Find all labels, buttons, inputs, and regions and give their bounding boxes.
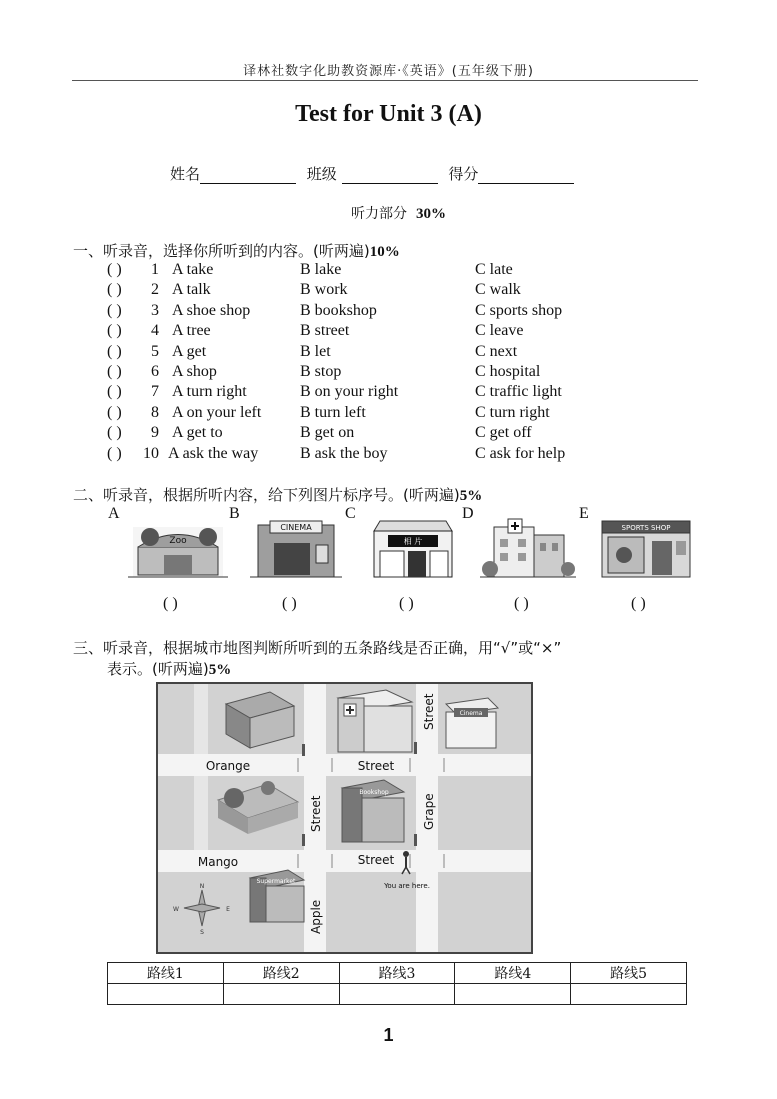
city-map bbox=[156, 682, 533, 954]
picture-answer-d[interactable]: ( ) bbox=[514, 595, 529, 612]
label-street-mid-vertical: Street bbox=[309, 795, 323, 832]
option-c: C leave bbox=[475, 322, 524, 340]
routes-answer-row bbox=[108, 984, 687, 1005]
name-field[interactable] bbox=[200, 167, 296, 184]
cinema-building bbox=[446, 698, 498, 748]
answer-paren[interactable]: ( ) bbox=[107, 342, 122, 360]
option-b: B bookshop bbox=[300, 301, 377, 319]
option-a: A tree bbox=[172, 322, 211, 340]
option-a: A on your left bbox=[172, 403, 262, 421]
section3-heading-line2-text: 表示。(听两遍) bbox=[107, 660, 209, 678]
route-header-1: 路线1 bbox=[108, 963, 224, 984]
routes-table bbox=[107, 962, 687, 1005]
question-number: 4 bbox=[151, 322, 159, 340]
question-number: 7 bbox=[151, 383, 159, 401]
city-map-drawing bbox=[158, 684, 531, 952]
question-number: 3 bbox=[151, 301, 159, 319]
question-number: 1 bbox=[151, 261, 159, 278]
label-orange: Orange bbox=[205, 759, 251, 773]
answer-paren[interactable]: ( ) bbox=[107, 281, 122, 299]
question-number: 6 bbox=[151, 363, 159, 380]
picture-letter-a: A bbox=[108, 505, 120, 522]
answer-paren[interactable]: ( ) bbox=[107, 301, 122, 319]
route-answer-2[interactable] bbox=[223, 984, 339, 1005]
picture-letter-e: E bbox=[579, 505, 589, 522]
section3-percent: 5% bbox=[208, 662, 232, 678]
compass-w: W bbox=[173, 906, 179, 913]
route-answer-4[interactable] bbox=[455, 984, 571, 1005]
label-mango: Mango bbox=[197, 855, 239, 869]
answer-paren[interactable]: ( ) bbox=[107, 444, 122, 462]
option-b: B stop bbox=[300, 363, 342, 380]
sports-shop-sign: SPORTS SHOP bbox=[621, 524, 671, 532]
picture-answer-a[interactable]: ( ) bbox=[163, 595, 178, 612]
option-a: A get to bbox=[172, 424, 223, 442]
supermarket-building bbox=[250, 870, 304, 922]
option-a: A shop bbox=[172, 363, 217, 380]
option-b: B lake bbox=[300, 261, 342, 278]
picture-letter-d: D bbox=[462, 505, 474, 522]
question-number: 2 bbox=[151, 281, 159, 299]
option-a: A ask the way bbox=[168, 444, 259, 462]
picture-answer-b[interactable]: ( ) bbox=[282, 595, 297, 612]
answer-paren[interactable]: ( ) bbox=[107, 424, 122, 442]
score-field[interactable] bbox=[478, 167, 574, 184]
option-c: C hospital bbox=[475, 363, 541, 380]
option-b: B street bbox=[300, 322, 350, 340]
cinema-picture bbox=[250, 517, 342, 581]
route-header-4: 路线4 bbox=[455, 963, 571, 984]
section3-heading-line1: 三、听录音，根据城市地图判断所听到的五条路线是否正确，用“√”或“×” bbox=[73, 639, 562, 657]
answer-paren[interactable]: ( ) bbox=[107, 383, 122, 401]
picture-letter-b: B bbox=[229, 505, 240, 522]
label-grape: Grape bbox=[422, 793, 436, 830]
sports-shop-picture bbox=[598, 517, 694, 581]
label-apple: Apple bbox=[309, 899, 323, 934]
question-number: 10 bbox=[143, 444, 159, 462]
label-street-right-vertical: Street bbox=[422, 693, 436, 730]
route-header-3: 路线3 bbox=[339, 963, 455, 984]
option-c: C turn right bbox=[475, 403, 550, 421]
option-a: A take bbox=[172, 261, 214, 278]
option-b: B turn left bbox=[300, 403, 366, 421]
section1-heading-text: 一、听录音，选择你所听到的内容。(听两遍) bbox=[73, 242, 370, 260]
option-c: C traffic light bbox=[475, 383, 562, 401]
label-street-mid: Street bbox=[357, 853, 395, 867]
option-c: C late bbox=[475, 261, 513, 278]
option-c: C next bbox=[475, 342, 518, 360]
compass-n: N bbox=[199, 883, 205, 890]
option-a: A shoe shop bbox=[172, 301, 251, 319]
header-divider bbox=[72, 80, 698, 81]
score-label: 得分 bbox=[448, 165, 479, 183]
route-answer-1[interactable] bbox=[108, 984, 224, 1005]
option-c: C ask for help bbox=[475, 444, 566, 462]
label-street-top: Street bbox=[357, 759, 395, 773]
option-b: B let bbox=[300, 342, 331, 360]
photo-shop-picture bbox=[368, 517, 458, 581]
answer-paren[interactable]: ( ) bbox=[107, 322, 122, 340]
page-header: 译林社数字化助教资源库·《英语》(五年级下册) bbox=[243, 64, 534, 79]
routes-header-row bbox=[108, 963, 687, 984]
section1-heading bbox=[73, 240, 400, 261]
option-c: C sports shop bbox=[475, 301, 563, 319]
option-a: A get bbox=[172, 342, 207, 360]
hospital-picture bbox=[480, 517, 576, 581]
section2-heading-text: 二、听录音，根据所听内容，给下列图片标序号。(听两遍) bbox=[73, 486, 460, 504]
question-number: 5 bbox=[151, 342, 159, 360]
zoo-picture bbox=[128, 517, 228, 581]
page-title: Test for Unit 3 (A) bbox=[295, 101, 482, 127]
section3-heading-line2 bbox=[107, 658, 231, 679]
option-a: A turn right bbox=[172, 383, 247, 401]
map-bookshop-sign: Bookshop bbox=[359, 789, 389, 796]
option-a: A talk bbox=[172, 281, 211, 299]
listening-percent: 30% bbox=[415, 206, 446, 222]
page-number: 1 bbox=[383, 1025, 394, 1045]
class-label: 班级 bbox=[306, 165, 337, 183]
label-you-are-here: You are here. bbox=[384, 882, 430, 890]
option-c: C get off bbox=[475, 424, 532, 442]
question-number: 9 bbox=[151, 424, 159, 442]
answer-paren[interactable]: ( ) bbox=[107, 403, 122, 421]
cinema-sign: CINEMA bbox=[280, 523, 312, 532]
bookshop-building bbox=[342, 780, 404, 842]
route-answer-5[interactable] bbox=[571, 984, 687, 1005]
option-c: C walk bbox=[475, 281, 521, 299]
route-header-2: 路线2 bbox=[223, 963, 339, 984]
option-b: B ask the boy bbox=[300, 444, 388, 462]
route-answer-3[interactable] bbox=[339, 984, 455, 1005]
map-cinema-sign: Cinema bbox=[459, 710, 483, 717]
hospital-building bbox=[338, 690, 412, 752]
answer-paren[interactable]: ( ) bbox=[107, 363, 122, 380]
photo-shop-sign: 相 片 bbox=[403, 537, 423, 546]
map-supermarket-sign: Supermarket bbox=[256, 878, 296, 885]
picture-answer-c[interactable]: ( ) bbox=[399, 595, 414, 612]
picture-letter-c: C bbox=[345, 505, 356, 522]
listening-label-text: 听力部分 bbox=[351, 206, 408, 222]
name-label: 姓名 bbox=[170, 165, 201, 183]
compass-s: S bbox=[200, 929, 204, 936]
option-b: B get on bbox=[300, 424, 355, 442]
section2-percent: 5% bbox=[459, 488, 483, 504]
class-field[interactable] bbox=[342, 167, 438, 184]
route-header-5: 路线5 bbox=[571, 963, 687, 984]
compass-e: E bbox=[226, 906, 230, 913]
question-number: 8 bbox=[151, 403, 159, 421]
listening-section-label bbox=[0, 203, 777, 223]
section1-percent: 10% bbox=[369, 244, 400, 260]
picture-answer-e[interactable]: ( ) bbox=[631, 595, 646, 612]
option-b: B on your right bbox=[300, 383, 399, 401]
student-info-row bbox=[170, 163, 580, 184]
section2-heading bbox=[73, 484, 482, 505]
answer-paren[interactable]: ( ) bbox=[107, 261, 122, 278]
option-b: B work bbox=[300, 281, 348, 299]
zoo-sign: Zoo bbox=[169, 536, 187, 546]
